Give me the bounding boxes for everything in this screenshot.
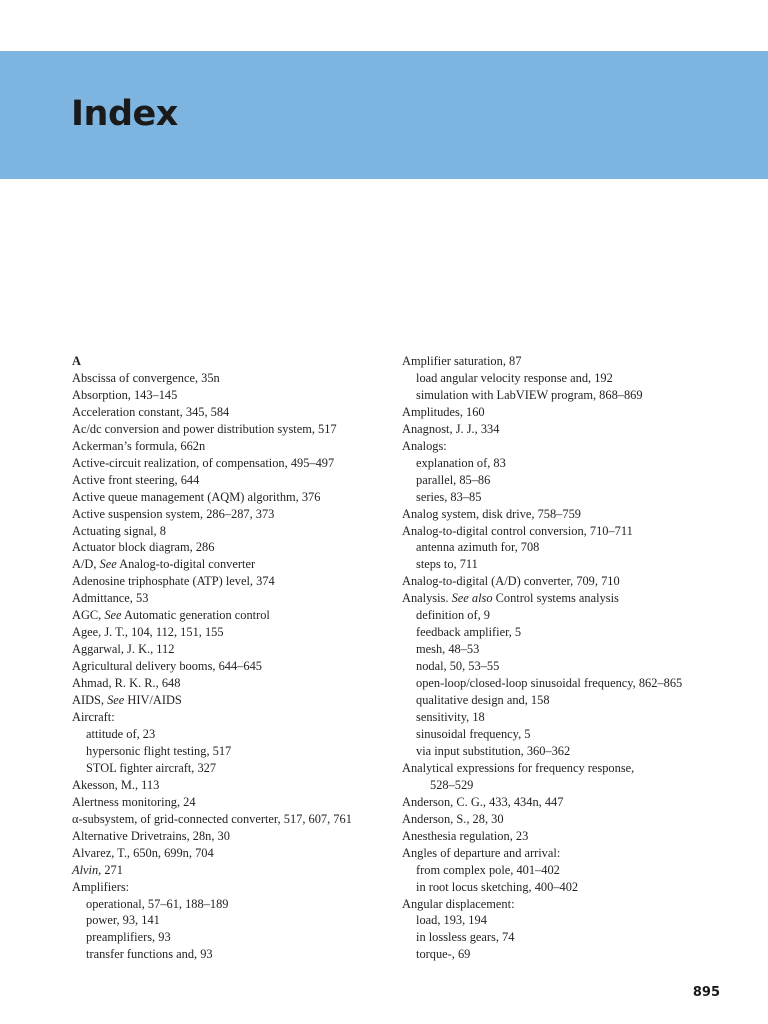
- entry-italic-text: See: [104, 608, 122, 623]
- index-entry: 528–529: [430, 777, 474, 792]
- index-entry: Acceleration constant, 345, 584: [72, 404, 230, 419]
- index-entry: Akesson, M., 113: [72, 777, 160, 792]
- index-entry: Admittance, 53: [72, 591, 149, 606]
- index-entry: [72, 862, 392, 879]
- index-subentry: explanation of, 83: [416, 455, 506, 470]
- index-column-right: [402, 353, 747, 963]
- index-entry: Anagnost, J. J., 334: [402, 421, 500, 436]
- index-subentry: sinusoidal frequency, 5: [416, 726, 531, 741]
- index-subentry: mesh, 48–53: [416, 642, 480, 657]
- index-entry: Angles of departure and arrival:: [402, 845, 561, 860]
- index-entry: Ahmad, R. K. R., 648: [72, 676, 181, 691]
- index-subentry: steps to, 711: [416, 557, 478, 572]
- index-entry: [402, 590, 747, 607]
- index-entry: Amplifier saturation, 87: [402, 354, 522, 368]
- index-entry: Actuating signal, 8: [72, 523, 166, 538]
- entry-text: Analysis.: [402, 591, 452, 606]
- index-subentry: parallel, 85–86: [416, 472, 491, 487]
- index-subentry: torque-, 69: [416, 947, 471, 962]
- index-column-left: [72, 353, 392, 963]
- entry-text: A/D,: [72, 557, 100, 572]
- entry-text: Control systems analysis: [492, 591, 619, 606]
- index-entry: Agee, J. T., 104, 112, 151, 155: [72, 625, 224, 640]
- index-subentry: preamplifiers, 93: [86, 930, 171, 945]
- index-entry: Amplifiers:: [72, 879, 130, 894]
- entry-italic-text: Alvin: [72, 862, 99, 877]
- index-subentry: antenna azimuth for, 708: [416, 540, 540, 555]
- index-subentry: nodal, 50, 53–55: [416, 659, 500, 674]
- entry-text: , 271: [98, 862, 123, 877]
- entry-text: HIV/AIDS: [124, 693, 182, 708]
- index-entry: [72, 556, 392, 573]
- index-subentry: power, 93, 141: [86, 913, 160, 928]
- index-subentry: via input substitution, 360–362: [416, 743, 571, 758]
- index-subentry: attitude of, 23: [86, 726, 156, 741]
- index-entry: Absorption, 143–145: [72, 387, 178, 402]
- index-subentry: transfer functions and, 93: [86, 947, 213, 962]
- index-subentry: series, 83–85: [416, 489, 482, 504]
- index-entry: Angular displacement:: [402, 896, 515, 911]
- index-entry: Analytical expressions for frequency response,: [402, 760, 635, 775]
- entry-italic-text: See: [107, 693, 125, 708]
- index-entry: Anderson, C. G., 433, 434n, 447: [402, 794, 564, 809]
- index-entry: Actuator block diagram, 286: [72, 540, 215, 555]
- index-entry: Alertness monitoring, 24: [72, 794, 196, 809]
- index-subentry: load angular velocity response and, 192: [416, 370, 613, 385]
- index-subentry: operational, 57–61, 188–189: [86, 896, 229, 911]
- index-entry: Anderson, S., 28, 30: [402, 811, 504, 826]
- index-subentry: sensitivity, 18: [416, 710, 485, 725]
- index-entry: Active suspension system, 286–287, 373: [72, 506, 275, 521]
- index-entry: Agricultural delivery booms, 644–645: [72, 659, 262, 674]
- index-entry: Amplitudes, 160: [402, 404, 485, 419]
- index-subentry: open-loop/closed-loop sinusoidal frequency, 862–865: [416, 676, 683, 691]
- index-entry: Active queue management (AQM) algorithm, 376: [72, 489, 321, 504]
- index-entry: [72, 692, 392, 709]
- index-entry: Ac/dc conversion and power distribution system, 517: [72, 421, 337, 436]
- index-entry: Aircraft:: [72, 710, 115, 725]
- index-entry: Aggarwal, J. K., 112: [72, 642, 175, 657]
- index-subentry: simulation with LabVIEW program, 868–869: [416, 387, 643, 402]
- index-entry: Active front steering, 644: [72, 472, 200, 487]
- index-subentry: in root locus sketching, 400–402: [416, 879, 579, 894]
- index-entry: Anesthesia regulation, 23: [402, 828, 529, 843]
- index-subentry: STOL fighter aircraft, 327: [86, 760, 217, 775]
- entry-text: AGC,: [72, 608, 105, 623]
- entry-italic-text: See: [99, 557, 117, 572]
- index-subentry: qualitative design and, 158: [416, 693, 550, 708]
- entry-text: Automatic generation control: [121, 608, 270, 623]
- index-subentry: in lossless gears, 74: [416, 930, 515, 945]
- index-entry: Analog-to-digital control conversion, 710–711: [402, 523, 633, 538]
- index-entry: Alternative Drivetrains, 28n, 30: [72, 828, 230, 843]
- index-subentry: from complex pole, 401–402: [416, 862, 560, 877]
- index-subentry: definition of, 9: [416, 608, 490, 623]
- index-entry: Adenosine triphosphate (ATP) level, 374: [72, 574, 275, 589]
- index-subentry: feedback amplifier, 5: [416, 625, 522, 640]
- index-entry: Analogs:: [402, 438, 447, 453]
- index-entry: Active-circuit realization, of compensation, 495–497: [72, 455, 335, 470]
- index-entry: [72, 607, 392, 624]
- index-subentry: hypersonic flight testing, 517: [86, 743, 232, 758]
- entry-text: Analog-to-digital converter: [116, 557, 256, 572]
- index-entry: Alvarez, T., 650n, 699n, 704: [72, 845, 214, 860]
- index-subentry: load, 193, 194: [416, 913, 487, 928]
- index-entry: Analog-to-digital (A/D) converter, 709, 710: [402, 574, 620, 589]
- entry-text: AIDS,: [72, 693, 108, 708]
- index-entry: α-subsystem, of grid-connected converter, 517, 607, 761: [72, 811, 352, 826]
- index-entry: Ackerman’s formula, 662n: [72, 438, 206, 453]
- index-entry: Analog system, disk drive, 758–759: [402, 506, 581, 521]
- entry-italic-text: See also: [451, 591, 493, 606]
- page-title: Index: [71, 94, 178, 134]
- index-section-letter: A: [72, 354, 81, 368]
- index-entry: Abscissa of convergence, 35n: [72, 370, 220, 385]
- page-number: 895: [692, 985, 720, 1000]
